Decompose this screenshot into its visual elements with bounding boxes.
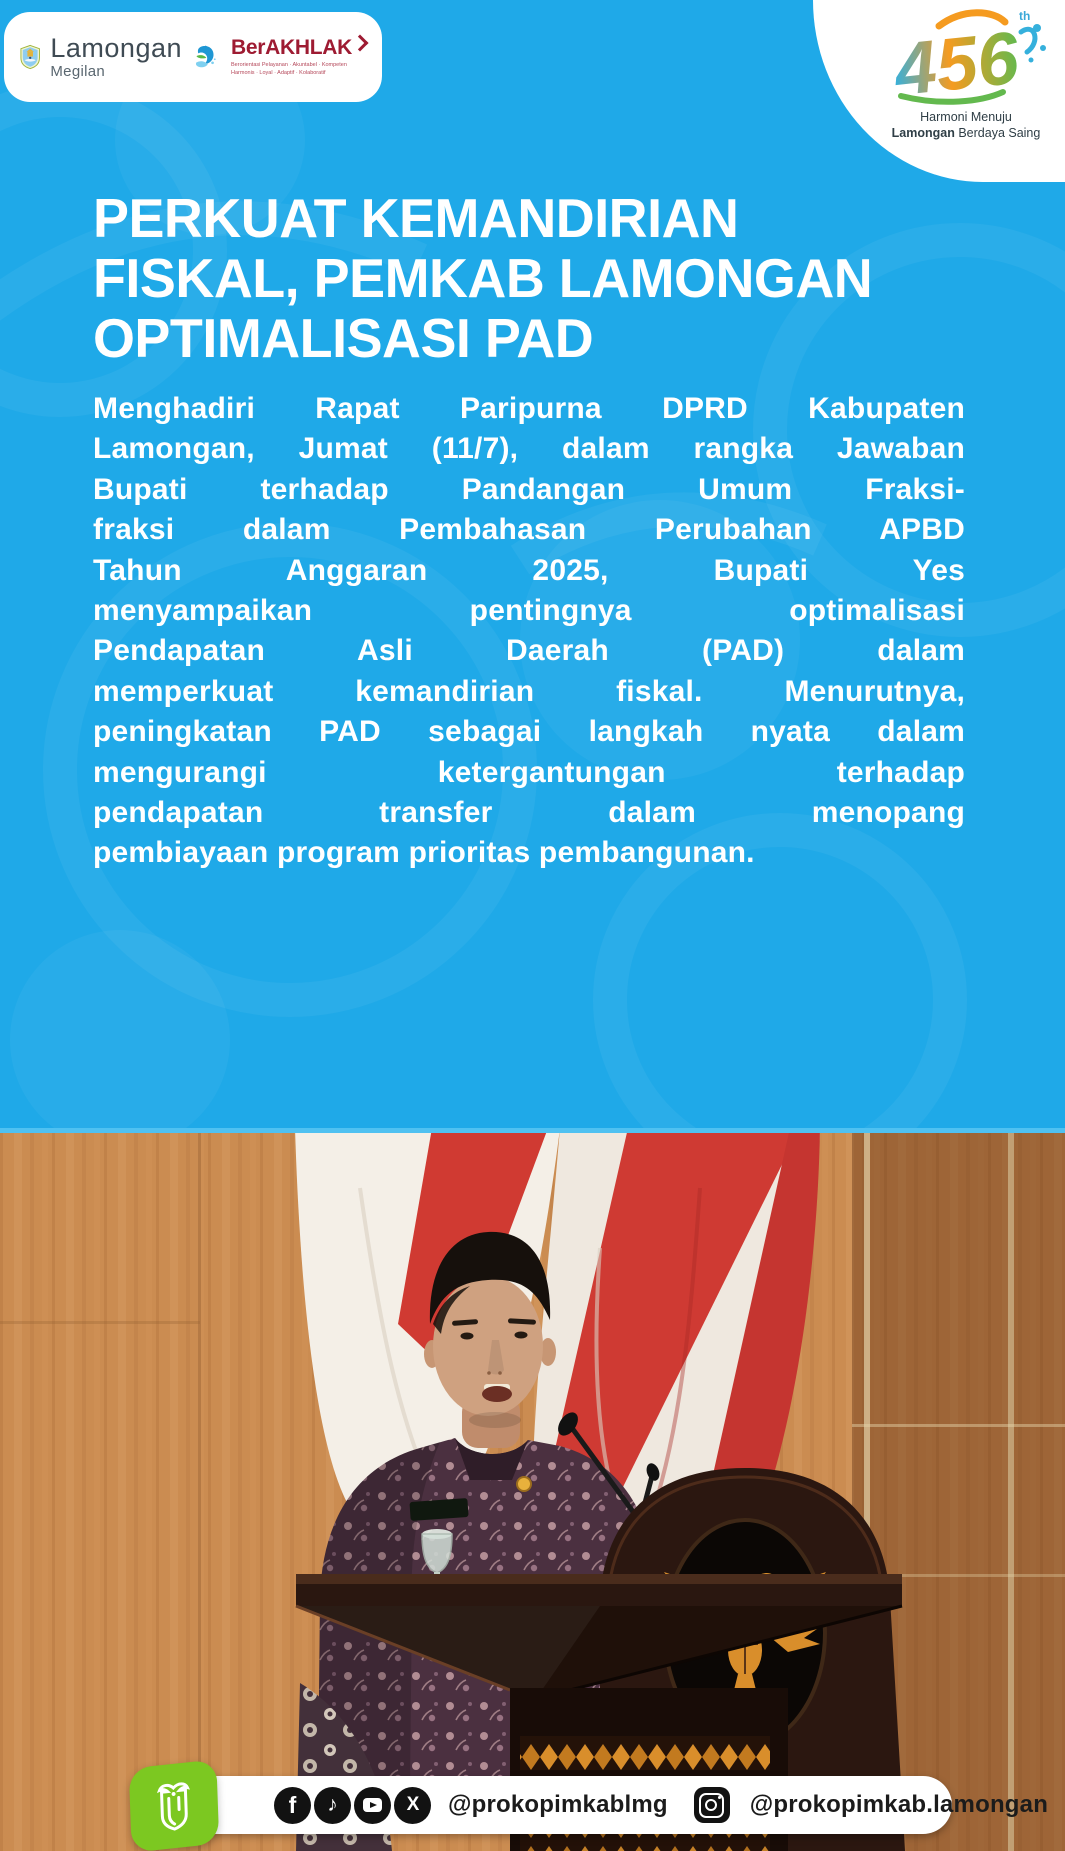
berakhlak-logo xyxy=(231,37,366,78)
anniversary-456-logo xyxy=(881,4,1051,108)
body-line: Menghadiri Rapat Paripurna DPRD Kabupaten xyxy=(93,392,965,425)
anniversary-tagline xyxy=(877,109,1055,142)
body-line: peningkatan PAD sebagai langkah nyata dalam xyxy=(93,715,965,749)
anniversary-tagline-rest: Berdaya Saing xyxy=(954,126,1041,141)
facebook-icon: f xyxy=(274,1787,311,1824)
berakhlak-values-line1: Berorientasi Pelayanan · Akuntabel · Kompeten xyxy=(231,61,347,68)
instagram-handle: @prokopimkab.lamongan xyxy=(749,1791,1049,1818)
lamongan-badge xyxy=(129,1759,219,1851)
dolphin-wave-icon xyxy=(192,29,217,85)
body-line: fraksi dalam Pembahasan Perubahan APBD xyxy=(93,513,965,547)
name-badge xyxy=(409,1498,468,1521)
body-line: Pendapatan Asli Daerah (PAD) dalam xyxy=(93,634,965,668)
body-paragraph xyxy=(93,392,965,877)
anniversary-tagline-line1: Harmoni Menuju xyxy=(920,110,1012,124)
youtube-icon xyxy=(354,1787,391,1824)
berakhlak-wordmark-text: BerAKHLAK xyxy=(231,35,352,59)
body-line: mengurangi ketergantungan terhadap xyxy=(93,755,965,789)
anniversary-number: 456 xyxy=(890,15,1023,108)
title-line-2: FISKAL, PEMKAB LAMONGAN xyxy=(93,247,873,309)
anniversary-suffix: th xyxy=(1019,9,1031,23)
event-photo xyxy=(0,1128,1065,1851)
lamongan-tagline-text: Megilan xyxy=(50,63,106,80)
body-line: Tahun Anggaran 2025, Bupati Yes xyxy=(93,553,965,587)
lamongan-emblem-icon xyxy=(151,1779,197,1834)
body-line: Lamongan, Jumat (11/7), dalam rangka Jawaban xyxy=(93,432,965,466)
body-line: pendapatan transfer dalam menopang xyxy=(93,795,965,829)
body-line: menyampaikan pentingnya optimalisasi xyxy=(93,593,965,627)
anniversary-tagline-bold: Lamongan xyxy=(891,126,955,141)
instagram-icon xyxy=(694,1787,730,1823)
body-line: memperkuat kemandirian fiskal. Menurutnya, xyxy=(93,674,965,708)
lamongan-wordmark-text: Lamongan xyxy=(50,33,182,63)
body-line: pembiayaan program prioritas pembangunan. xyxy=(93,836,755,870)
lapel-pin xyxy=(517,1477,531,1491)
body-line: Bupati terhadap Pandangan Umum Fraksi- xyxy=(93,472,965,506)
tiktok-icon: ♪ xyxy=(314,1787,351,1824)
x-twitter-icon: X xyxy=(394,1787,431,1824)
page-title xyxy=(93,188,888,368)
agency-logo-bar xyxy=(4,12,382,102)
berakhlak-arrow-icon xyxy=(352,34,369,51)
social-footer xyxy=(130,1762,1049,1851)
title-line-3: OPTIMALISASI PAD xyxy=(93,307,594,369)
social-bar xyxy=(174,1776,1049,1834)
social-handle: @prokopimkablmg xyxy=(448,1791,668,1818)
event-photo-illustration xyxy=(0,1128,1065,1851)
lamongan-wordmark xyxy=(50,35,182,79)
title-line-1: PERKUAT KEMANDIRIAN xyxy=(93,187,739,249)
berakhlak-values-line2: Harmonis · Loyal · Adaptif · Kolaboratif xyxy=(231,70,326,76)
lamongan-coat-of-arms-icon xyxy=(20,31,40,83)
